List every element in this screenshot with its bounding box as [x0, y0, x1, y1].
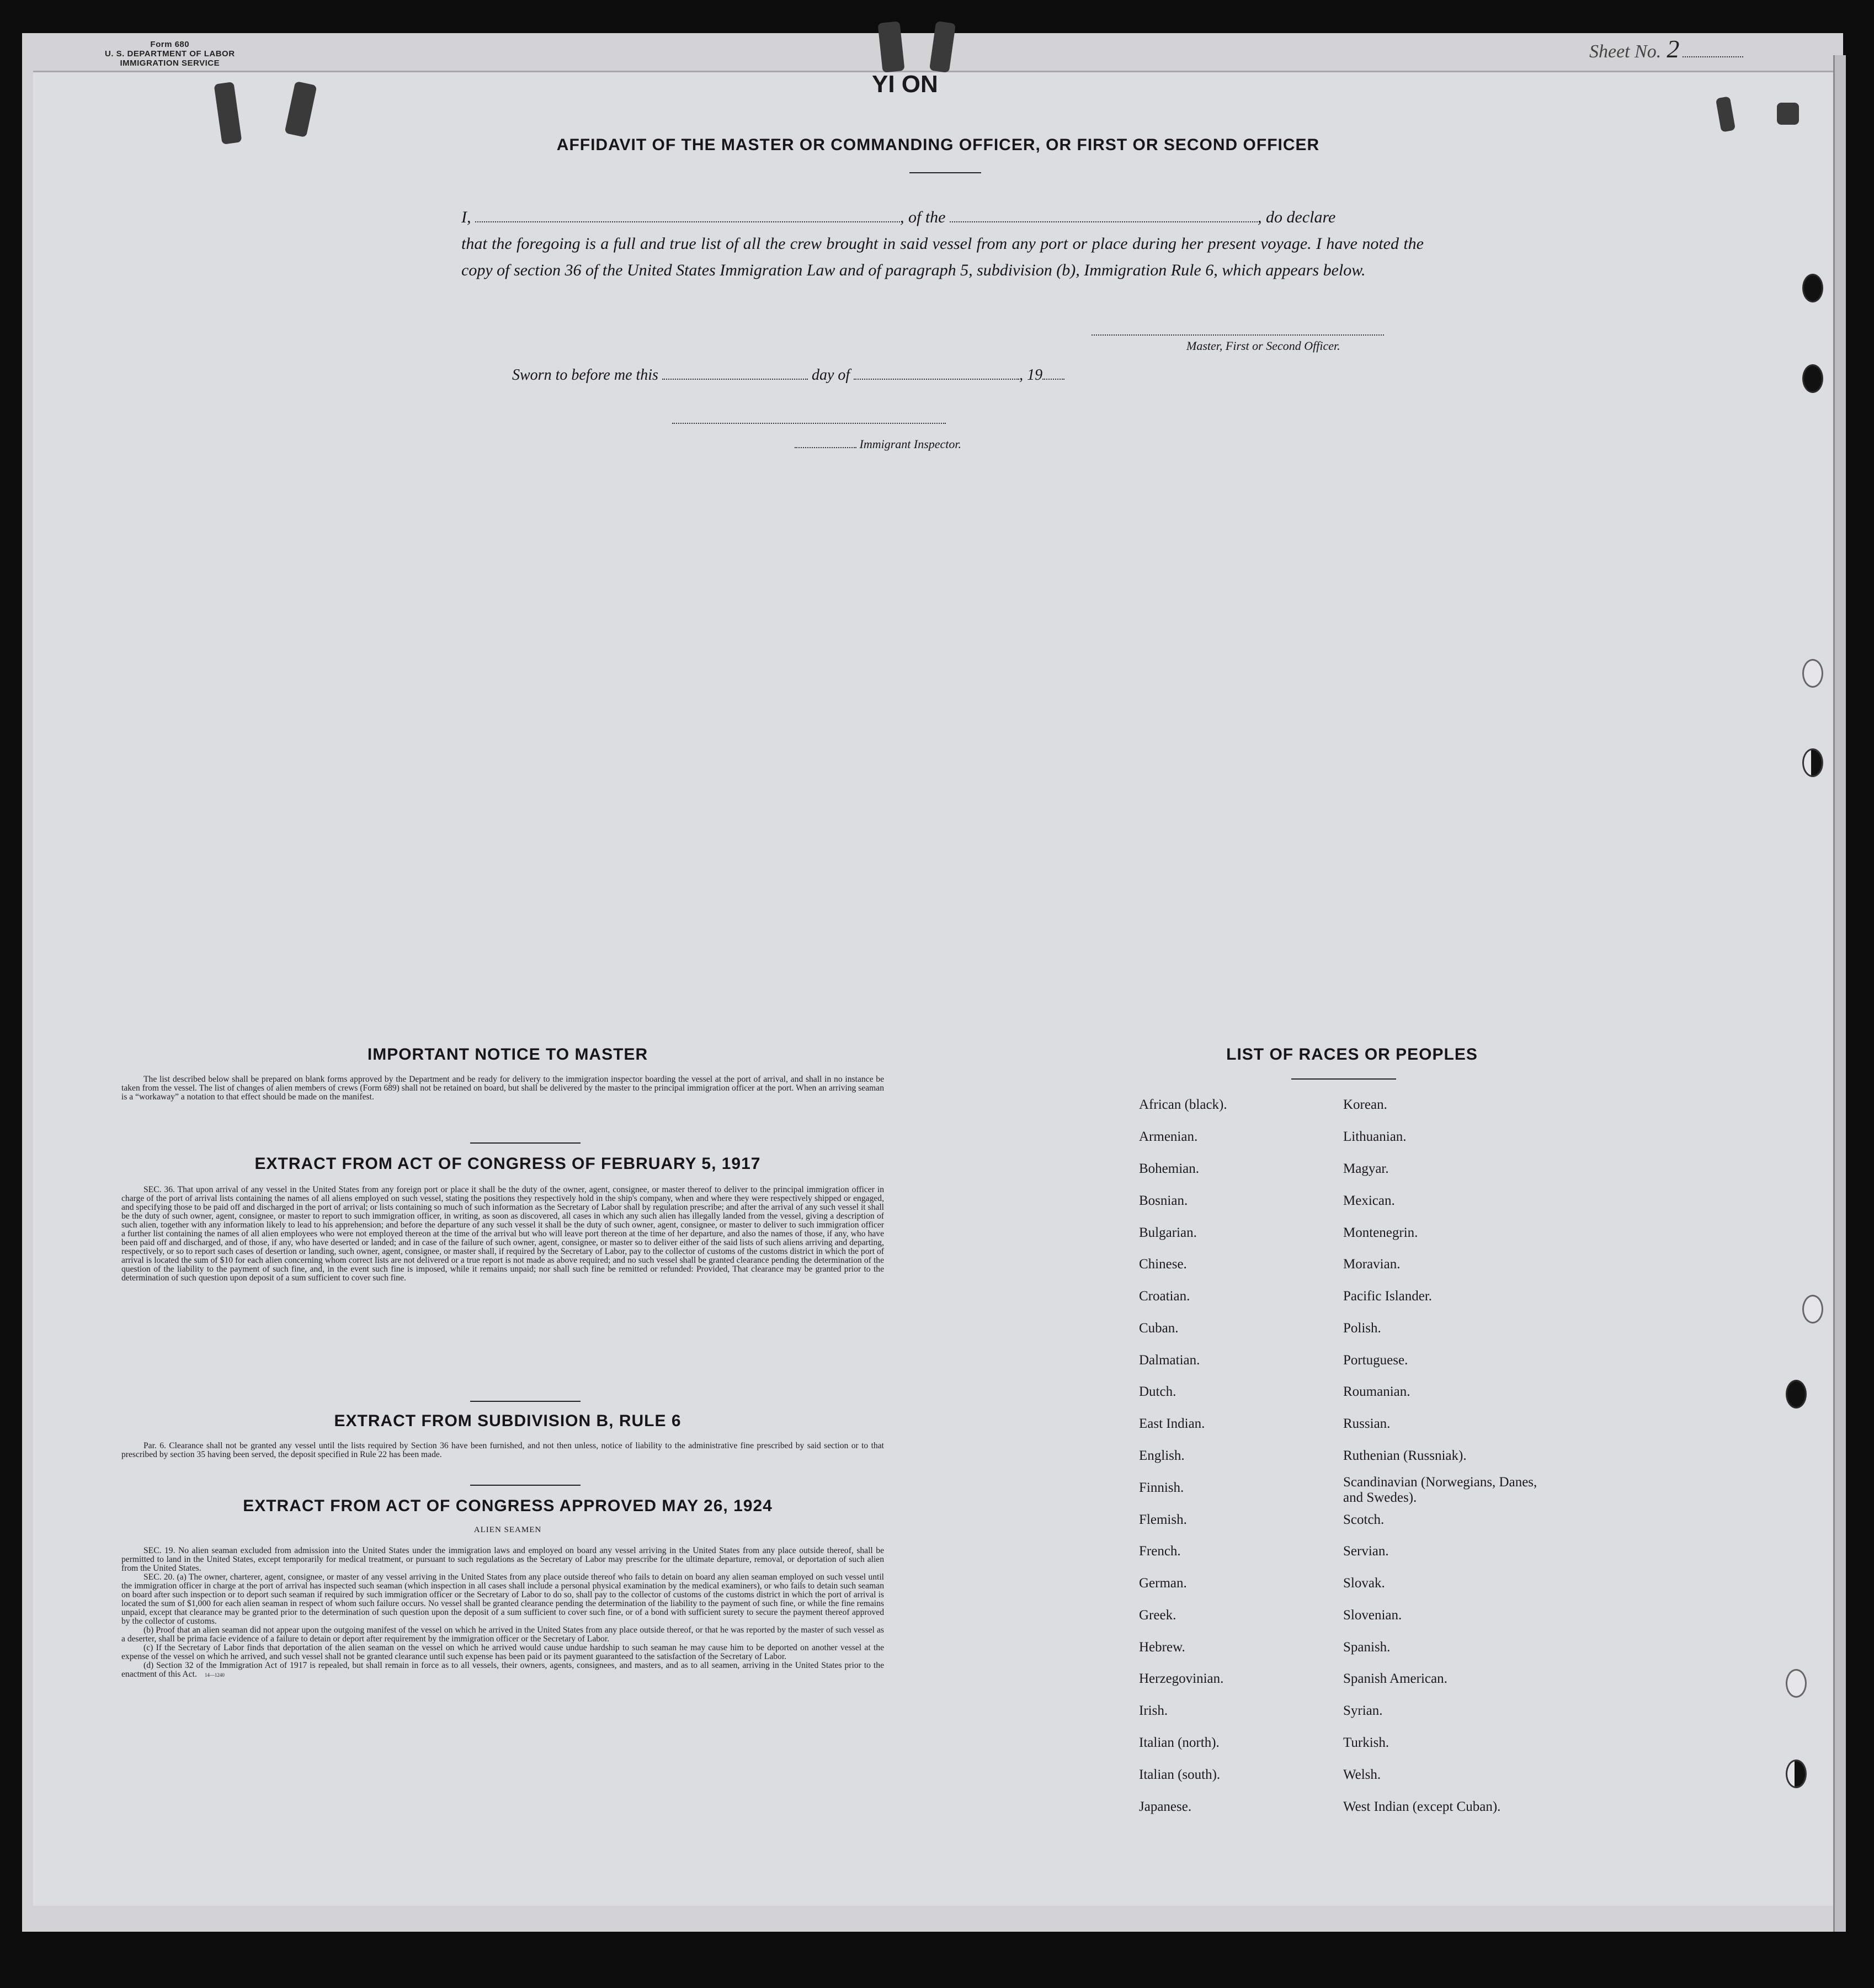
- race-item: Armenian.: [1139, 1129, 1198, 1144]
- act-1924-title: EXTRACT FROM ACT OF CONGRESS APPROVED MAY 26, 1924: [243, 1497, 773, 1515]
- form-tag: [105, 40, 235, 68]
- notice-title: IMPORTANT NOTICE TO MASTER: [367, 1045, 648, 1064]
- race-item: Dutch.: [1139, 1384, 1176, 1399]
- sworn-year-field[interactable]: [1042, 365, 1064, 380]
- master-signature-label: Master, First or Second Officer.: [1186, 339, 1340, 353]
- race-item: Syrian.: [1343, 1703, 1383, 1718]
- sworn-month-prefix: day of: [811, 366, 850, 384]
- race-item: Dalmatian.: [1139, 1353, 1200, 1368]
- race-item: English.: [1139, 1448, 1185, 1463]
- sworn-prefix: Sworn to before me this: [512, 366, 658, 384]
- binder-hole: [1802, 1295, 1823, 1323]
- race-item: Spanish American.: [1343, 1671, 1447, 1686]
- print-number: 14—1240: [204, 1672, 225, 1678]
- sheet-edge: [1833, 55, 1846, 1932]
- inspector-label-line: [795, 437, 961, 451]
- race-item: Mexican.: [1343, 1193, 1395, 1208]
- notice-text: [121, 1075, 884, 1102]
- race-item: East Indian.: [1139, 1416, 1205, 1431]
- binder-hole: [1802, 659, 1823, 688]
- notice-paragraph: The list described below shall be prepared on blank forms approved by the Department and be ready for delivery to the immigration inspector boarding the vessel at the port of arrival, and shall in no instance be taken from the vessel. The list of changes of alien members of crews (Form 689) shall not be retained on board, but shall be delivered by the master to the principal immigration officer at the port. When an arriving seaman is a “workaway” a notation to that effect should be made on the manifest.: [121, 1075, 884, 1102]
- race-item: Scotch.: [1343, 1512, 1385, 1527]
- sheet-number: [1589, 34, 1743, 63]
- race-item: Slovak.: [1343, 1576, 1385, 1591]
- race-item: African (black).: [1139, 1097, 1227, 1112]
- race-item: Hebrew.: [1139, 1640, 1185, 1655]
- race-item: Japanese.: [1139, 1799, 1192, 1814]
- tape-mark: [877, 21, 904, 73]
- race-item: Turkish.: [1343, 1735, 1389, 1750]
- races-title: LIST OF RACES OR PEOPLES: [1226, 1045, 1478, 1064]
- race-item: Polish.: [1343, 1321, 1381, 1336]
- divider: [470, 1401, 581, 1402]
- rule-6-title: EXTRACT FROM SUBDIVISION B, RULE 6: [334, 1412, 682, 1430]
- section-19-paragraph: SEC. 19. No alien seaman excluded from admission into the United States under the immigration laws and employed on board any vessel arriving in the United States from any place outside thereof, shall be permitted to land in the United States, except temporarily for medical treatment, or pursuant to such regulations as the Secretary of Labor may prescribe for the ultimate departure, removal, or deportation of such alien from the United States.: [121, 1546, 884, 1573]
- sworn-line: [512, 365, 1064, 384]
- alien-seamen-subtitle: ALIEN SEAMEN: [473, 1525, 542, 1534]
- race-item: Montenegrin.: [1343, 1225, 1418, 1240]
- declarant-name-field[interactable]: [475, 208, 900, 222]
- race-item: West Indian (except Cuban).: [1343, 1799, 1501, 1814]
- sworn-day-field[interactable]: [662, 365, 808, 380]
- race-item: Welsh.: [1343, 1767, 1381, 1782]
- race-item: Flemish.: [1139, 1512, 1187, 1527]
- inspector-label-leader: [795, 438, 856, 448]
- race-item: Chinese.: [1139, 1257, 1187, 1272]
- race-item: Croatian.: [1139, 1289, 1190, 1304]
- race-item: Bulgarian.: [1139, 1225, 1197, 1240]
- sworn-year-prefix: , 19: [1019, 366, 1043, 384]
- race-item: Pacific Islander.: [1343, 1289, 1433, 1304]
- binder-hole: [1786, 1669, 1807, 1698]
- race-item: Roumanian.: [1343, 1384, 1410, 1399]
- race-item: Lithuanian.: [1343, 1129, 1407, 1144]
- service-name: IMMIGRATION SERVICE: [120, 59, 220, 68]
- header-fragment: YI ON: [872, 71, 938, 98]
- binder-hole: [1802, 364, 1823, 393]
- race-item: Spanish.: [1343, 1640, 1391, 1655]
- vessel-prefix: , of the: [900, 208, 946, 226]
- vessel-name-field[interactable]: [950, 208, 1258, 222]
- race-item: Magyar.: [1343, 1161, 1389, 1176]
- race-item: Bohemian.: [1139, 1161, 1200, 1176]
- section-20a-paragraph: SEC. 20. (a) The owner, charterer, agent, consignee, or master of any vessel arriving in the United States from any place outside thereof who fails to detain on board any alien seaman employed on such vessel until the immigration officer in charge at the port of arrival has inspected such seaman (which inspection in all cases shall include a personal physical examination by the medical examiners), or who fails to detain such seaman on board after such inspection or to deport such seaman if required by such immigration officer or the Secretary of Labor to do so, shall pay to the collector of customs of the customs district in which the port of arrival is located the sum of $1,000 for each alien seaman in respect of whom such failure occurs. No vessel shall be granted clearance pending the determination of the liability to the payment of such fine, or while the fine remains unpaid, except that clearance may be granted prior to the determination of such question upon the deposit of a sum sufficient to cover such fine, or of a bond with sufficient surety to secure the payment thereof approved by the collector of customs.: [121, 1572, 884, 1626]
- race-item: Korean.: [1343, 1097, 1387, 1112]
- binder-hole: [1802, 274, 1823, 302]
- race-item: Herzegovinian.: [1139, 1671, 1224, 1686]
- declarant-prefix: I,: [461, 208, 471, 226]
- master-signature-field[interactable]: [1092, 334, 1384, 336]
- sworn-month-field[interactable]: [854, 365, 1019, 380]
- affidavit-body: that the foregoing is a full and true list of all the crew brought in said vessel from any port or place during her present voyage. I have noted the copy of section 36 of the United States Immigration Law and of paragraph 5, subdivision (b), Immigration Rule 6, which appears below.: [461, 235, 1424, 279]
- race-item: Ruthenian (Russniak).: [1343, 1448, 1467, 1463]
- race-item: French.: [1139, 1544, 1181, 1559]
- tape-mark: [1777, 103, 1799, 125]
- race-item: Russian.: [1343, 1416, 1391, 1431]
- divider: [470, 1142, 581, 1144]
- section-36-paragraph: SEC. 36. That upon arrival of any vessel in the United States from any foreign port or place it shall be the duty of the owner, agent, consignee, or master thereof to deliver to the principal immigration officer in charge of the port of arrival lists containing the names of all aliens employed on such vessel, stating the positions they respectively hold in the ship's company, when and where they were respectively shipped or engaged, and specifying those to be paid off and discharged in the port of arrival; or lists containing so much of such information as the Secretary of Labor shall by regulation prescribe; and after the arrival of any such vessel it shall be the duty of such owner, agent, consignee, or master to report to such immigration officer, in writing, as soon as discovered, all cases in which any such alien has illegally landed from the vessel, giving a description of such alien, together with any information likely to lead to his apprehension; and before the departure of any such vessel it shall be the duty of such owner, agent, consignee, or master to deliver to such immigration officer a further list containing the names of all alien employees who were not employed thereon at the time of the arrival but who will leave port thereon at the time of her departure, and also the names of those, if any, who have been paid off and discharged, and of those, if any, who have deserted or landed; and in case of the failure of such owner, agent, consignee, or master so to deliver either of the said lists of such aliens arriving and departing, respectively, or so to report such cases of desertion or landing, such owner, agent, consignee, or master shall, if required by the Secretary of Labor, pay to the collector of customs of the customs district in which the port of arrival is located the sum of $10 for each alien concerning whom correct lists are not delivered or a true report is not made as above required; and no such vessel shall be granted clearance pending the determination of the question of the liability to the payment of such fine, and, in the event such fine is imposed, while it remains unpaid; nor shall such fine be remitted or refunded: Provided, That clearance may be granted prior to the determination of such question upon deposit of a sum sufficient to cover such fine.: [121, 1185, 884, 1283]
- inspector-signature-field[interactable]: [672, 423, 946, 424]
- inspector-label: Immigrant Inspector.: [859, 437, 962, 451]
- sheet-number-label: Sheet No.: [1589, 41, 1662, 62]
- rule-6-paragraph: Par. 6. Clearance shall not be granted any vessel until the lists required by Section 36 have been furnished, and not then unless, notice of liability to the administrative fine prescribed by said section or to that prescribed by section 35 having been served, the deposit specified in Rule 22 has been made.: [121, 1441, 884, 1459]
- department-name: U. S. DEPARTMENT OF LABOR: [105, 49, 235, 59]
- race-item: Portuguese.: [1343, 1353, 1408, 1368]
- race-item: Finnish.: [1139, 1480, 1184, 1495]
- section-20d-paragraph: (d) Section 32 of the Immigration Act of 1917 is repealed, but shall remain in force as to all vessels, their owners, agents, consignees, and masters, and as to all seamen, arriving in the United States prior to the enactment of this Act.: [121, 1661, 884, 1679]
- act-1924-text: [121, 1546, 884, 1679]
- declare-suffix: , do declare: [1258, 208, 1336, 226]
- race-item: Moravian.: [1343, 1257, 1401, 1272]
- race-item: Slovenian.: [1343, 1608, 1402, 1623]
- binder-hole: [1786, 1380, 1807, 1408]
- divider: [909, 172, 981, 173]
- section-20c-paragraph: (c) If the Secretary of Labor finds that deportation of the alien seaman on the vessel on which he arrived would cause undue hardship to such seaman he may cause him to be deported on another vessel at the expense of the vessel on which he arrived, and such vessel shall not be granted clearance until such expense has been paid or its payment guaranteed to the satisfaction of the Secretary of Labor.: [121, 1643, 884, 1661]
- race-item: Scandinavian (Norwegians, Danes, and Swedes).: [1343, 1475, 1537, 1505]
- section-20b-paragraph: (b) Proof that an alien seaman did not appear upon the outgoing manifest of the vessel on which he arrived in the United States from any place outside thereof, or that he was reported by the master of such vessel as a deserter, shall be prima facie evidence of a failure to detain or deport after requirement by the immigration officer or the Secretary of Labor.: [121, 1625, 884, 1644]
- act-1917-text: [121, 1186, 884, 1283]
- binder-hole: [1802, 748, 1823, 777]
- divider: [470, 1485, 581, 1486]
- race-item: German.: [1139, 1576, 1187, 1591]
- act-1917-title: EXTRACT FROM ACT OF CONGRESS OF FEBRUARY 5, 1917: [254, 1155, 761, 1173]
- form-number: Form 680: [150, 40, 190, 49]
- race-item: Greek.: [1139, 1608, 1176, 1623]
- binder-hole: [1786, 1760, 1807, 1788]
- race-item: Italian (south).: [1139, 1767, 1221, 1782]
- affidavit-statement: [461, 204, 1424, 284]
- divider: [1291, 1078, 1396, 1080]
- race-item: Cuban.: [1139, 1321, 1179, 1336]
- race-item: Bosnian.: [1139, 1193, 1188, 1208]
- rule-6-text: [121, 1442, 884, 1459]
- race-item: Irish.: [1139, 1703, 1168, 1718]
- sheet-number-value: 2: [1667, 35, 1680, 63]
- race-item: Italian (north).: [1139, 1735, 1220, 1750]
- affidavit-title: AFFIDAVIT OF THE MASTER OR COMMANDING OFFICER, OR FIRST OR SECOND OFFICER: [556, 136, 1320, 154]
- declaration-line: [461, 204, 1424, 231]
- race-item: Servian.: [1343, 1544, 1389, 1559]
